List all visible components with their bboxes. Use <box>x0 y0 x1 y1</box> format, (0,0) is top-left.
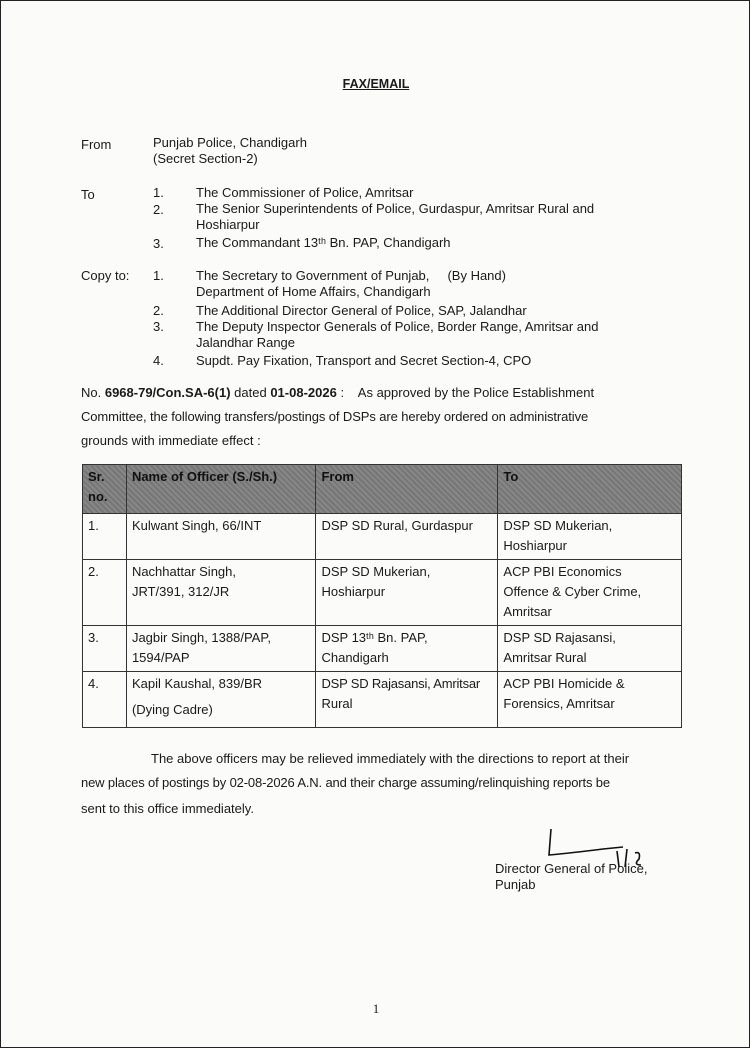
cell-from-line: DSP SD Rural, Gurdaspur <box>321 518 473 533</box>
cell-to-line: Hoshiarpur <box>503 538 567 553</box>
signatory-location: Punjab <box>495 877 536 892</box>
signatory-designation: Director General of Police, <box>495 861 648 876</box>
order-line-1 <box>81 381 681 405</box>
cell-name-line: (Dying Cadre) <box>131 702 213 717</box>
cell-name-line: Nachhattar Singh, <box>131 564 237 579</box>
cell-from-line: Chandigarh <box>321 650 389 665</box>
cell-name <box>126 626 316 672</box>
copy-item-text: The Secretary to Government of Punjab, (By Hand) <box>196 268 506 283</box>
copy-item-text: The Additional Director General of Police, SAP, Jalandhar <box>196 303 527 318</box>
cell-to <box>498 672 682 728</box>
order-dated-label: dated <box>230 385 271 400</box>
cell-name-line: JRT/391, 312/JR <box>131 584 230 599</box>
copy-item-number: 2. <box>153 303 164 318</box>
cell-to-line: DSP SD Rajasansi, <box>503 630 616 645</box>
order-number: 6968-79/Con.SA-6(1) <box>104 385 231 400</box>
order-line-3: grounds with immediate effect : <box>81 433 261 448</box>
copy-item-number: 1. <box>153 268 164 283</box>
cell-from <box>316 514 498 560</box>
cell-from <box>316 560 498 626</box>
closing-line-3: sent to this office immediately. <box>81 801 254 816</box>
cell-from <box>316 626 498 672</box>
from-line-2: (Secret Section-2) <box>153 151 258 166</box>
header-from: From <box>316 465 498 514</box>
closing-line-1: The above officers may be relieved immediately with the directions to report at their <box>151 751 630 766</box>
cell-sr: 2. <box>83 560 127 626</box>
cell-to-line: DSP SD Mukerian, <box>503 518 613 533</box>
cell-to-line: Amritsar Rural <box>503 650 587 665</box>
to-label: To <box>81 187 95 202</box>
order-line-2: Committee, the following transfers/postings of DSPs are hereby ordered on administrative <box>81 409 589 424</box>
cell-to <box>498 626 682 672</box>
transfers-table <box>82 464 682 728</box>
table-row <box>83 514 682 560</box>
cell-to <box>498 514 682 560</box>
cell-from-line: Rural <box>321 696 353 711</box>
header-sr-no: Sr. no. <box>83 465 127 514</box>
copy-to-label: Copy to: <box>81 268 130 283</box>
document-heading: FAX/EMAIL <box>342 77 410 91</box>
cell-from-line: DSP 13ᵗʰ Bn. PAP, <box>321 630 428 645</box>
table-row <box>83 672 682 728</box>
cell-name <box>126 672 316 728</box>
to-item-text: The Commissioner of Police, Amritsar <box>196 185 414 200</box>
cell-to-line: Offence & Cyber Crime, <box>503 584 642 599</box>
page-number: 1 <box>372 1001 380 1016</box>
cell-to-line: ACP PBI Economics <box>503 564 622 579</box>
to-item-text: The Senior Superintendents of Police, Gurdaspur, Amritsar Rural and <box>196 201 595 216</box>
copy-item-number: 3. <box>153 319 164 334</box>
cell-sr: 4. <box>83 672 127 728</box>
to-item-text-continued: Hoshiarpur <box>196 217 260 232</box>
cell-from-line: DSP SD Mukerian, <box>321 564 431 579</box>
copy-item-text: The Deputy Inspector Generals of Police, Border Range, Amritsar and <box>196 319 599 334</box>
from-line-1: Punjab Police, Chandigarh <box>153 135 307 150</box>
cell-sr: 3. <box>83 626 127 672</box>
closing-line-2: new places of postings by 02-08-2026 A.N. and their charge assuming/relinquishing reports be <box>81 775 610 790</box>
from-label: From <box>81 137 112 152</box>
cell-to <box>498 560 682 626</box>
cell-name-line: Kulwant Singh, 66/INT <box>131 518 262 533</box>
cell-to-line: ACP PBI Homicide & <box>503 676 625 691</box>
header-name-of-officer: Name of Officer (S./Sh.) <box>126 465 316 514</box>
cell-from <box>316 672 498 728</box>
cell-name <box>126 514 316 560</box>
table-header-row <box>83 465 682 514</box>
cell-name-line: Jagbir Singh, 1388/PAP, <box>131 630 271 645</box>
order-date: 01-08-2026 <box>270 385 337 400</box>
cell-name-line: Kapil Kaushal, 839/BR <box>131 676 263 691</box>
to-item-number: 1. <box>153 185 164 200</box>
to-item-number: 3. <box>153 236 164 251</box>
table-row <box>83 626 682 672</box>
copy-item-text: Supdt. Pay Fixation, Transport and Secret Section-4, CPO <box>196 353 532 368</box>
cell-name <box>126 560 316 626</box>
header-to: To <box>498 465 682 514</box>
cell-to-line: Forensics, Amritsar <box>503 696 615 711</box>
cell-sr: 1. <box>83 514 127 560</box>
cell-from-line: DSP SD Rajasansi, Amritsar <box>321 676 481 691</box>
copy-item-text-continued: Jalandhar Range <box>196 335 296 350</box>
table-row <box>83 560 682 626</box>
cell-name-line: 1594/PAP <box>131 650 190 665</box>
to-item-number: 2. <box>153 202 164 217</box>
copy-item-number: 4. <box>153 353 164 368</box>
cell-to-line: Amritsar <box>503 604 552 619</box>
to-item-text: The Commandant 13ᵗʰ Bn. PAP, Chandigarh <box>196 235 451 250</box>
order-line-1-rest: : As approved by the Police Establishment <box>336 385 595 400</box>
copy-item-text-continued: Department of Home Affairs, Chandigarh <box>196 284 431 299</box>
order-no-prefix: No. <box>81 385 105 400</box>
cell-from-line: Hoshiarpur <box>321 584 386 599</box>
